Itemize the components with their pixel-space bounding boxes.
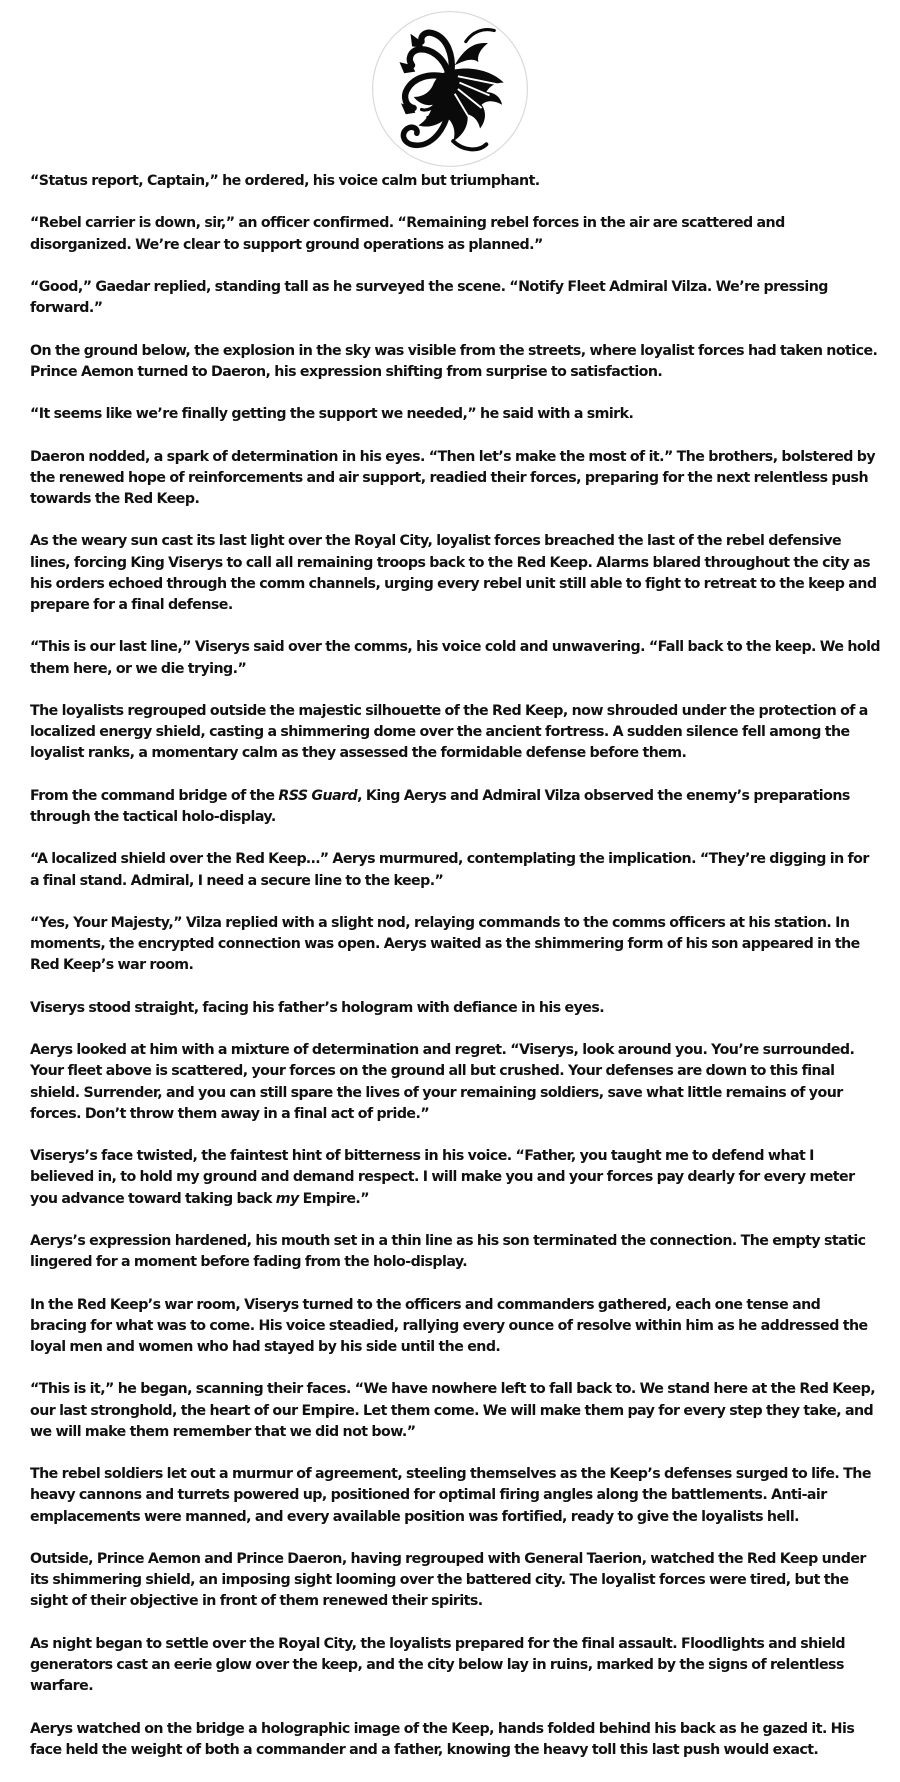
story-paragraph: “It seems like we’re finally getting the support we needed,” he said with a smirk. [30,406,634,423]
story-text-span: , King Aerys and Admiral Vilza observed the enemy’s preparations through the tactical holo-display. [30,787,850,825]
story-paragraph: Aerys looked at him with a mixture of determination and regret. “Viserys, look around you. You’re surrounded. Your fleet above is scattered, your forces on the ground all but crushed. Your defenses are down to this final shield. Surrender, and you can still spare the lives of your remaining soldiers, save what little remains of your forces. Don’t throw them away in a final act of pride.” [30,1042,855,1122]
story-text-span: Empire.” [298,1190,370,1207]
story-paragraph: “This is it,” he began, scanning their faces. “We have nowhere left to fall back to. We stand here at the Red Keep, our last stronghold, the heart of our Empire. Let them come. We will make them pay for every step they take, and we will make them remember that we did not bow.” [30,1381,876,1440]
story-text-span: Viserys’s face twisted, the faintest hint of bitterness in his voice. “Father, you taught me to defend what I believed in, to hold my ground and demand respect. I will make you and your forces pay dearly for every meter you advance toward taking back [30,1148,855,1207]
story-paragraph: The loyalists regrouped outside the majestic silhouette of the Red Keep, now shrouded under the protection of a localized energy shield, casting a shimmering dome over the ancient fortress. A sudden silence fell among the loyalist ranks, a momentary calm as they assessed the formidable defense before them. [30,702,868,762]
story-paragraph: Outside, Prince Aemon and Prince Daeron, having regrouped with General Taerion, watched the Red Keep under its shimmering shield, an imposing sight looming over the battered city. The loyalist forces were tired, but the sight of their objective in front of them renewed their spirits. [30,1550,866,1610]
story-paragraph: As night began to settle over the Royal City, the loyalists prepared for the final assault. Floodlights and shield generators cast an eerie glow over the keep, and the city below lay in ruins, marked by the signs of relentless warfare. [30,1635,846,1695]
story-paragraph [30,786,880,828]
story-text [30,171,880,1782]
three-headed-dragon-sigil-icon [371,10,529,168]
story-paragraph [30,1146,880,1210]
story-paragraph: “Status report, Captain,” he ordered, his voice calm but triumphant. [30,173,540,189]
story-paragraph: Daeron nodded, a spark of determination in his eyes. “Then let’s make the most of it.” The brothers, bolstered by the renewed hope of reinforcements and air support, readied their forces, preparing for the next relentless push towards the Red Keep. [30,448,876,507]
story-paragraph: Aerys watched on the bridge a holographic image of the Keep, hands folded behind his back as he gazed it. His face held the weight of both a commander and a father, knowing the heavy toll this last push would exact. [30,1720,855,1758]
story-paragraph: “Yes, Your Majesty,” Vilza replied with a slight nod, relaying commands to the comms officers at his station. In moments, the encrypted connection was open. Aerys waited as the shimmering form of his son appeared in the Red Keep’s war room. [30,914,860,974]
story-paragraph: “This is our last line,” Viserys said over the comms, his voice cold and unwavering. “Fall back to the keep. We hold them here, or we die trying.” [30,639,881,677]
story-paragraph: As the weary sun cast its last light over the Royal City, loyalist forces breached the last of the rebel defensive lines, forcing King Viserys to call all remaining troops back to the Red Keep. Alarms blared throughout the city as his orders echoed through the comm channels, urging every rebel unit still able to fight to retreat to the keep and prepare for a final defense. [30,533,877,613]
story-paragraph: In the Red Keep’s war room, Viserys turned to the officers and commanders gathered, each one tense and bracing for what was to come. His voice steadied, rallying every ounce of resolve within him as he addressed the loyal men and women who had stayed by his side until the end. [30,1296,868,1355]
story-paragraph: Aerys’s expression hardened, his mouth set in a thin line as his son terminated the connection. The empty static lingered for a moment before fading from the holo-display. [30,1232,866,1271]
story-paragraph: The rebel soldiers let out a murmur of agreement, steeling themselves as the Keep’s defenses surged to life. The heavy cannons and turrets powered up, positioned for optimal firing angles along the battlements. Anti-air emplacements were manned, and every available position was fortified, ready to give the loyalists hell. [30,1466,871,1525]
story-paragraph: Viserys stood straight, facing his father’s hologram with defiance in his eyes. [30,999,605,1016]
story-paragraph: “Good,” Gaedar replied, standing tall as he surveyed the scene. “Notify Fleet Admiral Vilza. We’re pressing forward.” [30,278,828,317]
emphasized-word: my [275,1190,299,1207]
story-paragraph: “Rebel carrier is down, sir,” an officer confirmed. “Remaining rebel forces in the air are scattered and disorganized. We’re clear to support ground operations as planned.” [30,215,785,253]
story-text-span: From the command bridge of the [30,787,279,804]
ship-name: RSS Guard [278,787,358,804]
story-paragraph: On the ground below, the explosion in the sky was visible from the streets, where loyalist forces had taken notice. Prince Aemon turned to Daeron, his expression shifting from surprise to satisfaction. [30,342,878,380]
story-paragraph: “A localized shield over the Red Keep…” Aerys murmured, contemplating the implication. “They’re digging in for a final stand. Admiral, I need a secure line to the keep.” [30,851,869,889]
